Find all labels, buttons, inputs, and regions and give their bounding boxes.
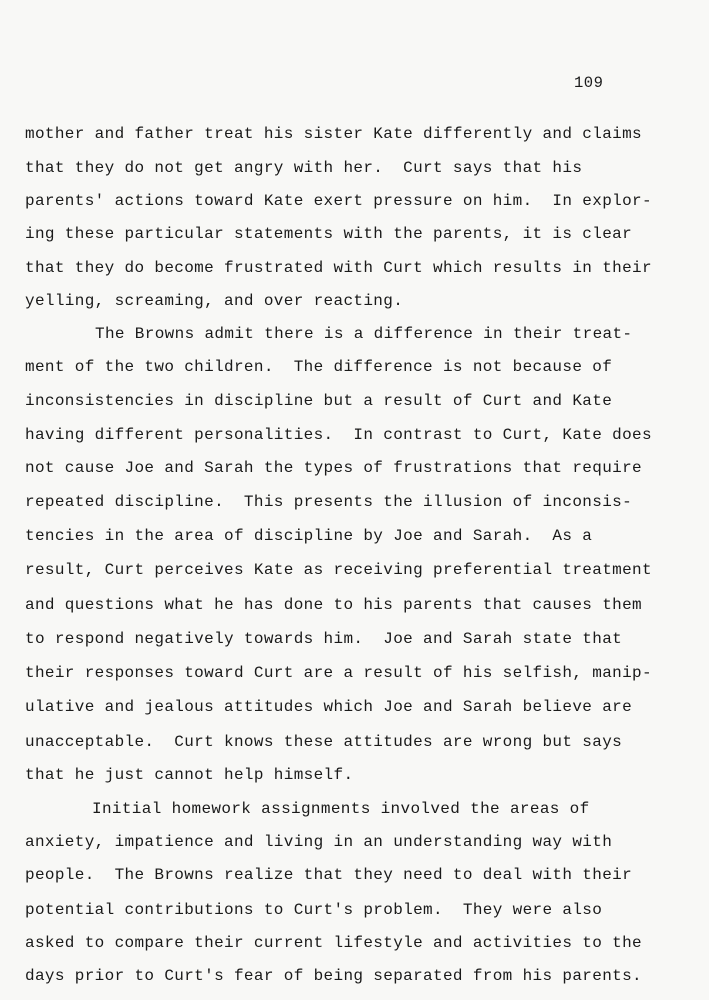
text-line: not cause Joe and Sarah the types of frustrations that require [25,459,642,477]
text-line: ulative and jealous attitudes which Joe and Sarah believe are [25,698,633,716]
text-line: repeated discipline. This presents the illusion of inconsis- [25,493,633,511]
text-line: tencies in the area of discipline by Joe and Sarah. As a [25,527,593,545]
page-number: 109 [574,74,604,92]
paragraph-first-line: Initial homework assignments involved the areas of [92,800,590,818]
text-line: anxiety, impatience and living in an understanding way with [25,833,613,851]
text-line: parents' actions toward Kate exert pressure on him. In explor- [25,192,652,210]
text-line: result, Curt perceives Kate as receiving preferential treatment [25,561,652,579]
text-line: ing these particular statements with the parents, it is clear [25,225,633,243]
text-line: yelling, screaming, and over reacting. [25,292,404,310]
text-line: that he just cannot help himself. [25,766,354,784]
text-line: their responses toward Curt are a result of his selfish, manip- [25,664,652,682]
text-line: asked to compare their current lifestyle and activities to the [25,934,642,952]
text-line: ment of the two children. The difference is not because of [25,358,613,376]
text-line: having different personalities. In contrast to Curt, Kate does [25,426,652,444]
text-line: people. The Browns realize that they need to deal with their [25,866,633,884]
text-line: inconsistencies in discipline but a result of Curt and Kate [25,392,613,410]
text-line: and questions what he has done to his parents that causes them [25,596,642,614]
text-line: potential contributions to Curt's problem. They were also [25,901,603,919]
text-line: days prior to Curt's fear of being separated from his parents. [25,967,642,985]
text-line: that they do become frustrated with Curt which results in their [25,259,652,277]
text-line: that they do not get angry with her. Curt says that his [25,159,583,177]
paragraph-first-line: The Browns admit there is a difference in their treat- [95,325,633,343]
text-line: mother and father treat his sister Kate differently and claims [25,125,642,143]
text-line: unacceptable. Curt knows these attitudes are wrong but says [25,733,623,751]
text-line: to respond negatively towards him. Joe and Sarah state that [25,630,623,648]
